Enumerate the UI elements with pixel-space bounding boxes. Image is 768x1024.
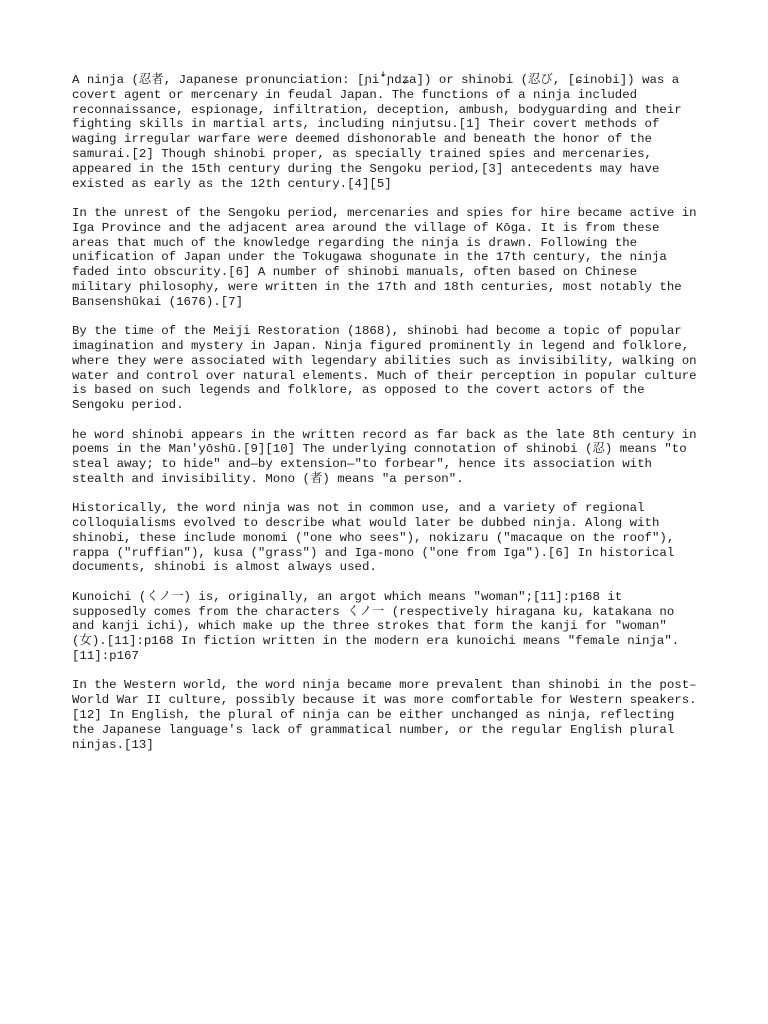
paragraph-meiji: By the time of the Meiji Restoration (1868), shinobi had become a topic of popular imagination and mystery in Japan. Ninja figured prominently in legend and folklore, where they were associated with legendary abilities such as invisibility, walking on water and control over natural elements. Much of their perception in popular culture is based on such legends and folklore, as opposed to the covert actors of the Sengoku period.	[72, 324, 697, 413]
document-body	[72, 73, 702, 767]
paragraph-colloquialisms: Historically, the word ninja was not in common use, and a variety of regional colloquialisms evolved to describe what would later be dubbed ninja. Along with shinobi, these include monomi ("one who sees"), nokizaru ("macaque on the roof"), rappa ("ruffian"), kusa ("grass") and Iga-mono ("one from Iga").[6] In historical documents, shinobi is almost always used.	[72, 501, 675, 575]
paragraph-etymology: he word shinobi appears in the written record as far back as the late 8th century in poems in the Man'yōshū.[9][10] The underlying connotation of shinobi (忍) means "to steal away; to hide" and—by extension—"to forbear", hence its association with stealth and invisibility. Mono (者) means "a person".	[72, 427, 697, 486]
paragraph-sengoku: In the unrest of the Sengoku period, mercenaries and spies for hire became active in Iga Province and the adjacent area around the village of Kōga. It is from these areas that much of the knowledge regarding the ninja is drawn. Following the unification of Japan under the Tokugawa shogunate in the 17th century, the ninja faded into obscurity.[6] A number of shinobi manuals, often based on Chinese military philosophy, were written in the 17th and 18th centuries, most notably the Bansenshūkai (1676).[7]	[72, 205, 697, 309]
paragraph-intro: A ninja (忍者, Japanese pronunciation: [ɲiꜜɲdʑa]) or shinobi (忍び, [ɕinobi]) was a covert agent or mercenary in feudal Japan. The functions of a ninja included reconnaissance, espionage, infiltration, deception, ambush, bodyguarding and their fighting skills in martial arts, including ninjutsu.[1] Their covert methods of waging irregular warfare were deemed dishonorable and beneath the honor of the samurai.[2] Though shinobi proper, as specially trained spies and mercenaries, appeared in the 15th century during the Sengoku period,[3] antecedents may have existed as early as the 12th century.[4][5]	[72, 73, 682, 191]
paragraph-western: In the Western world, the word ninja became more prevalent than shinobi in the post–World War II culture, possibly because it was more comfortable for Western speakers.[12] In English, the plural of ninja can be either unchanged as ninja, reflecting the Japanese language's lack of grammatical number, or the regular English plural ninjas.[13]	[72, 678, 697, 752]
paragraph-kunoichi: Kunoichi (くノ一) is, originally, an argot which means "woman";[11]:p168 it supposedly comes from the characters くノ一 (respectively hiragana ku, katakana no and kanji ichi), which make up the three strokes that form the kanji for "woman" (女).[11]:p168 In fiction written in the modern era kunoichi means "female ninja".[11]:p167	[72, 589, 680, 664]
